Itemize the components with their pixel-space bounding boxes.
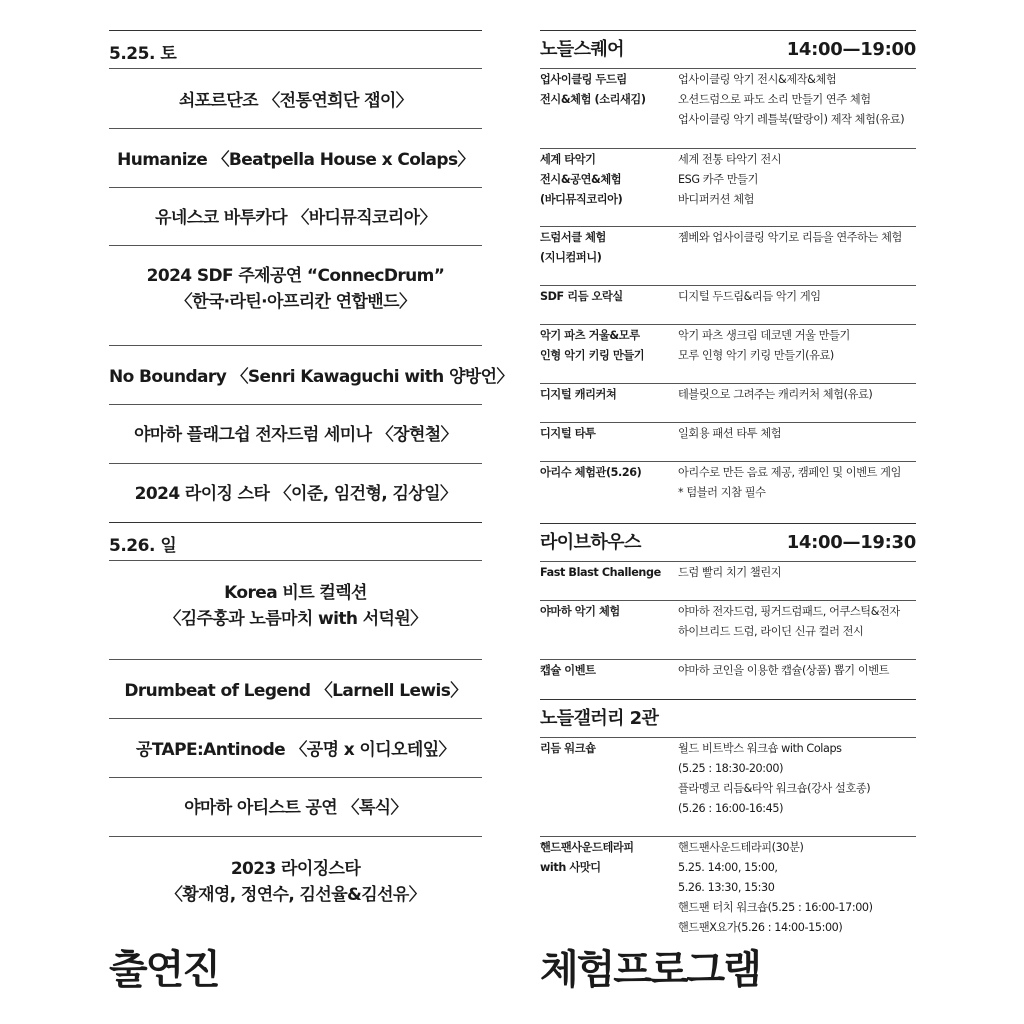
performer-item: 2024 SDF 주제공연 “ConnecDrum” 〈한국·라틴·아프리칸 연합밴드〉 [146,266,445,312]
performer-item: 야마하 플래그쉽 전자드럼 세미나 〈장현철〉 [133,425,458,445]
lineup-title: 출연진 [109,947,219,993]
divider [540,68,916,69]
divider [540,30,916,31]
divider [109,404,482,405]
divider [109,245,482,246]
program-name: 악기 파츠 거울&모루 인형 악기 키링 만들기 [540,329,645,362]
performer-item: 쇠포르단조 〈전통연희단 잽이〉 [178,91,413,111]
program-name: 아리수 체험관(5.26) [540,466,642,479]
section-name: 노들스퀘어 [540,39,624,60]
divider [540,523,916,524]
program-desc: 아리수로 만든 음료 제공, 캠페인 및 이벤트 게임 * 텀블러 지참 필수 [678,466,901,499]
divider [540,699,916,700]
section-name: 노들갤러리 2관 [540,708,659,729]
program-desc: 일회용 패션 타투 체험 [678,427,782,440]
divider [109,345,482,346]
divider [540,285,916,286]
divider [109,836,482,837]
divider [540,226,916,227]
program-desc: 젬베와 업사이클링 악기로 리듬을 연주하는 체험 [678,231,902,244]
program-name: 리듬 워크숍 [540,742,596,755]
divider [540,600,916,601]
section-header [540,528,916,558]
divider [540,422,916,423]
performer-item: Korea 비트 컬렉션 〈김주홍과 노름마치 with 서덕원〉 [164,583,427,629]
performer-item: 유네스코 바투카다 〈바디뮤직코리아〉 [155,208,436,228]
section-header [540,35,916,65]
divider [540,383,916,384]
section-header [540,704,916,734]
divider [109,187,482,188]
day-label: 5.25. 토 [109,44,177,64]
divider [109,30,482,31]
program-name: 디지털 캐리커쳐 [540,388,617,401]
program-desc: 세계 전통 타악기 전시 ESG 카주 만들기 바디퍼커션 체험 [678,153,782,206]
divider [109,128,482,129]
divider [540,737,916,738]
program-desc: 악기 파츠 생크림 데코덴 거울 만들기 모루 인형 악기 키링 만들기(유료) [678,329,850,362]
performer-item: No Boundary 〈Senri Kawaguchi with 양방언〉 [109,367,513,387]
performer-item: 공TAPE:Antinode 〈공명 x 이디오테잎〉 [136,740,455,760]
performer-item: Humanize 〈Beatpella House x Colaps〉 [117,150,474,170]
section-time: 14:00—19:00 [786,39,916,60]
divider [540,461,916,462]
divider [109,560,482,561]
section-time: 14:00—19:30 [786,532,916,553]
program-name: 드럼서클 체험 (지니컴퍼니) [540,231,606,264]
divider [109,777,482,778]
program-name: 세계 타악기 전시&공연&체험 (바디뮤직코리아) [540,153,623,206]
program-name: SDF 리듬 오락실 [540,290,623,303]
program-name: 야마하 악기 체험 [540,605,620,618]
performer-item: Drumbeat of Legend 〈Larnell Lewis〉 [124,681,467,701]
performer-item: 야마하 아티스트 공연 〈톡식〉 [184,798,407,818]
divider [540,324,916,325]
section-name: 라이브하우스 [540,532,641,553]
divider [540,561,916,562]
divider [109,463,482,464]
program-desc: 드럼 빨리 치기 챌린지 [678,566,782,579]
program-desc: 업사이클링 악기 전시&제작&체험 오션드럼으로 파도 소리 만들기 연주 체험 업사이클링 악기 레틀북(딸랑이) 제작 체험(유료) [678,73,905,126]
program-name: 핸드팬사운드테라피 with 사맛디 [540,841,634,874]
program-name: 디지털 타투 [540,427,596,440]
program-name: Fast Blast Challenge [540,566,661,579]
day-label: 5.26. 일 [109,536,177,556]
program-desc: 핸드팬사운드테라피(30분) 5.25. 14:00, 15:00, 5.26. 13:30, 15:30 핸드팬 터치 워크숍(5.25 : 16:00-17:00) 핸드팬X요가(5.26 : 14:00-15:00) [678,841,873,934]
program-desc: 월드 비트박스 워크숍 with Colaps (5.25 : 18:30-20:00) 플라멩코 리듬&타악 워크숍(강사 설호종) (5.26 : 16:00-16:45) [678,742,871,815]
program-name: 캡슐 이벤트 [540,664,596,677]
program-desc: 야마하 전자드럼, 핑거드럼패드, 어쿠스틱&전자 하이브리드 드럼, 라이딘 신규 컬러 전시 [678,605,900,638]
performer-item: 2024 라이징 스타 〈이준, 임건형, 김상일〉 [134,484,457,504]
performer-item: 2023 라이징스타 〈황재영, 정연수, 김선율&김선유〉 [165,859,426,905]
program-desc: 테블릿으로 그려주는 캐리커처 체험(유료) [678,388,873,401]
divider [109,68,482,69]
divider [540,836,916,837]
program-name: 업사이클링 두드림 전시&체험 (소리새김) [540,73,646,106]
program-desc: 디지털 두드림&리듬 악기 게임 [678,290,821,303]
programs-title: 체험프로그램 [540,947,760,993]
divider [109,522,482,523]
divider [109,659,482,660]
divider [540,148,916,149]
divider [540,659,916,660]
divider [109,718,482,719]
program-desc: 야마하 코인을 이용한 캡슐(상품) 뽑기 이벤트 [678,664,890,677]
